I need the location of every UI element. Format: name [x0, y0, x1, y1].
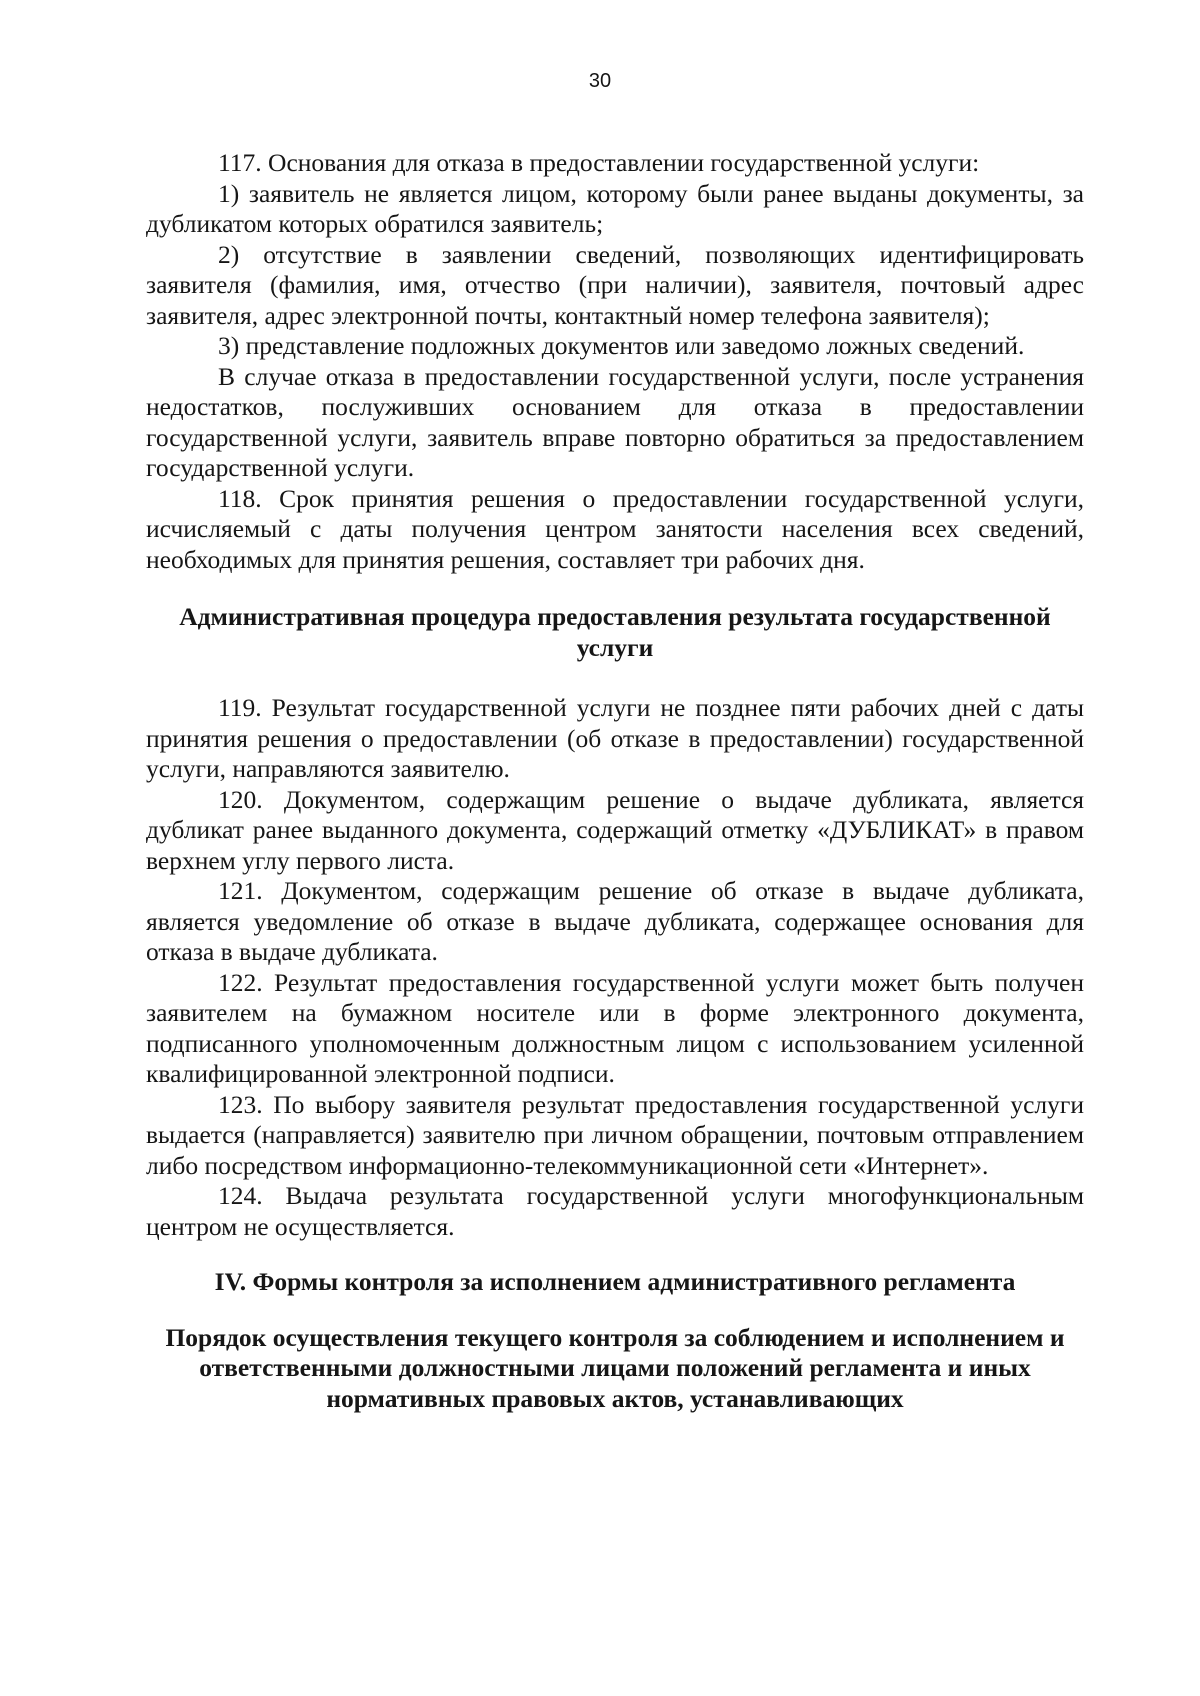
paragraph-117-item-1: 1) заявитель не является лицом, которому были ранее выданы документы, за дубликатом которых обратился заявитель; — [146, 178, 1084, 238]
paragraph-121: 121. Документом, содержащим решение об отказе в выдаче дубликата, является уведомление об отказе в выдаче дубликата, содержащее основания для отказа в выдаче дубликата. — [146, 876, 1084, 966]
paragraph-refusal-note: В случае отказа в предоставлении государственной услуги, после устранения недостатков, послуживших основанием для отказа в предоставлении государственной услуги, заявитель вправе повторно обратиться за предоставлением государственной услуги. — [146, 361, 1084, 482]
heading-control-procedure: Порядок осуществления текущего контроля за соблюдением и исполнением и ответственными должностными лицами положений регламента и иных нормативных правовых актов, устанавливающих — [165, 1322, 1065, 1413]
paragraph-122: 122. Результат предоставления государственной услуги может быть получен заявителем на бумажном носителе или в форме электронного документа, подписанного уполномоченным должностным лицом с использованием усиленной квалифицированной электронной подписи. — [146, 967, 1084, 1088]
heading-section-iv: IV. Формы контроля за исполнением административного регламента — [214, 1267, 1016, 1296]
paragraph-117-item-2: 2) отсутствие в заявлении сведений, позволяющих идентифицировать заявителя (фамилия, имя, отчество (при наличии), заявителя, почтовый адрес заявителя, адрес электронной почты, контактный номер телефона заявителя); — [146, 239, 1084, 330]
document-body — [146, 148, 1084, 1414]
paragraph-123: 123. По выбору заявителя результат предоставления государственной услуги выдается (направляется) заявителю при личном обращении, почтовым отправлением либо посредством информационно-телекоммуникационной сети «Интернет». — [146, 1089, 1084, 1180]
page-number: 30 — [588, 70, 612, 92]
paragraph-117-item-3: 3) представление подложных документов или заведомо ложных сведений. — [218, 331, 1025, 360]
heading-procedure: Административная процедура предоставления результата государственной услуги — [179, 602, 1051, 662]
paragraph-124: 124. Выдача результата государственной услуги многофункциональным центром не осуществляется. — [146, 1181, 1084, 1241]
paragraph-120: 120. Документом, содержащим решение о выдаче дубликата, является дубликат ранее выданного документа, содержащий отметку «ДУБЛИКАТ» в правом верхнем углу первого листа. — [146, 784, 1084, 875]
paragraph-119: 119. Результат государственной услуги не позднее пяти рабочих дней с даты принятия решения о предоставлении (об отказе в предоставлении) государственной услуги, направляются заявителю. — [146, 693, 1084, 783]
paragraph-117: 117. Основания для отказа в предоставлении государственной услуги: — [218, 148, 980, 177]
paragraph-118: 118. Срок принятия решения о предоставлении государственной услуги, исчисляемый с даты получения центром занятости населения всех сведений, необходимых для принятия решения, составляет три рабочих дня. — [146, 483, 1084, 574]
